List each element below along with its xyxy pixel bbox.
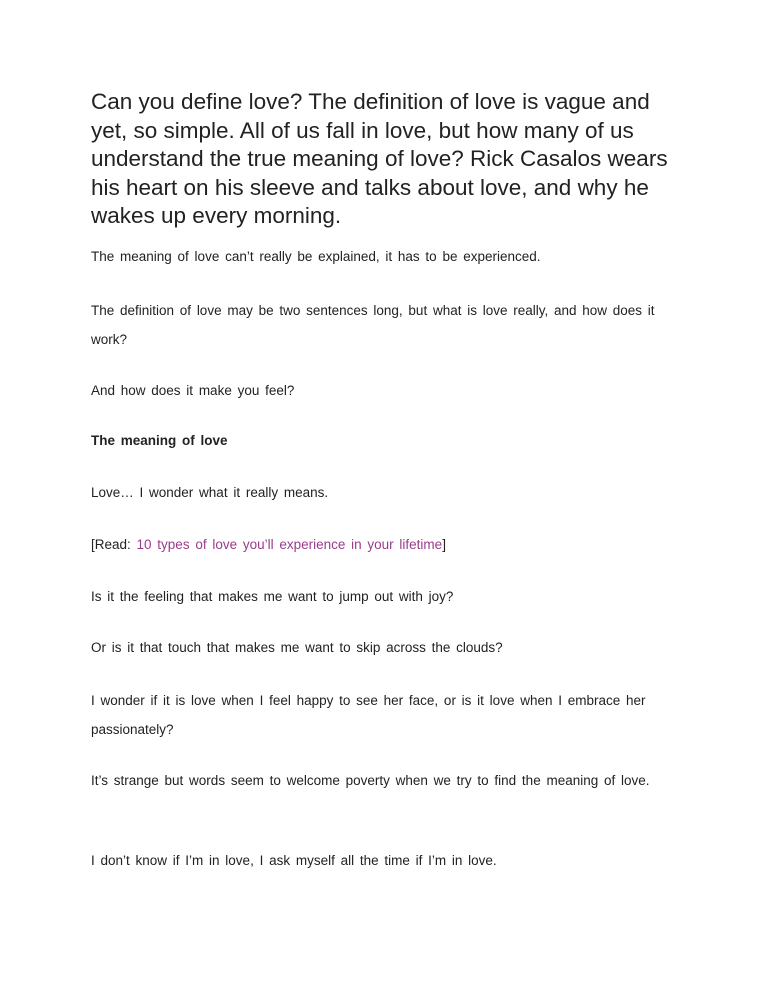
read-also-link[interactable]: 10 types of love you’ll experience in your lifetime xyxy=(136,537,443,552)
paragraph-words-poverty: It’s strange but words seem to welcome poverty when we try to find the meaning of love. xyxy=(91,773,650,788)
paragraph-jump-with-joy: Is it the feeling that makes me want to jump out with joy? xyxy=(91,589,454,604)
paragraph-love-wonder: Love… I wonder what it really means. xyxy=(91,485,329,500)
paragraph-skip-clouds: Or is it that touch that makes me want to skip across the clouds? xyxy=(91,640,503,655)
intro-paragraph: Can you define love? The definition of love is vague and yet, so simple. All of us fall in love, but how many of us understand the true meaning of love? Rick Casalos wears his heart on his sleeve and talks about love, and why he wakes up every morning. xyxy=(91,89,668,228)
paragraph-meaning-explained: The meaning of love can’t really be explained, it has to be experienced. xyxy=(91,249,541,264)
paragraph-her-face: I wonder if it is love when I feel happy to see her face, or is it love when I embrace her passionately? xyxy=(91,693,646,737)
paragraph-definition-of-love: The definition of love may be two sentences long, but what is love really, and how does it work? xyxy=(91,303,655,347)
paragraph-am-i-in-love: I don’t know if I’m in love, I ask myself all the time if I’m in love. xyxy=(91,853,497,868)
section-heading: The meaning of love xyxy=(91,433,228,448)
read-prefix: [Read: xyxy=(91,537,137,552)
read-suffix: ] xyxy=(442,537,446,552)
read-also-line xyxy=(91,531,681,560)
paragraph-how-it-feels: And how does it make you feel? xyxy=(91,383,295,398)
